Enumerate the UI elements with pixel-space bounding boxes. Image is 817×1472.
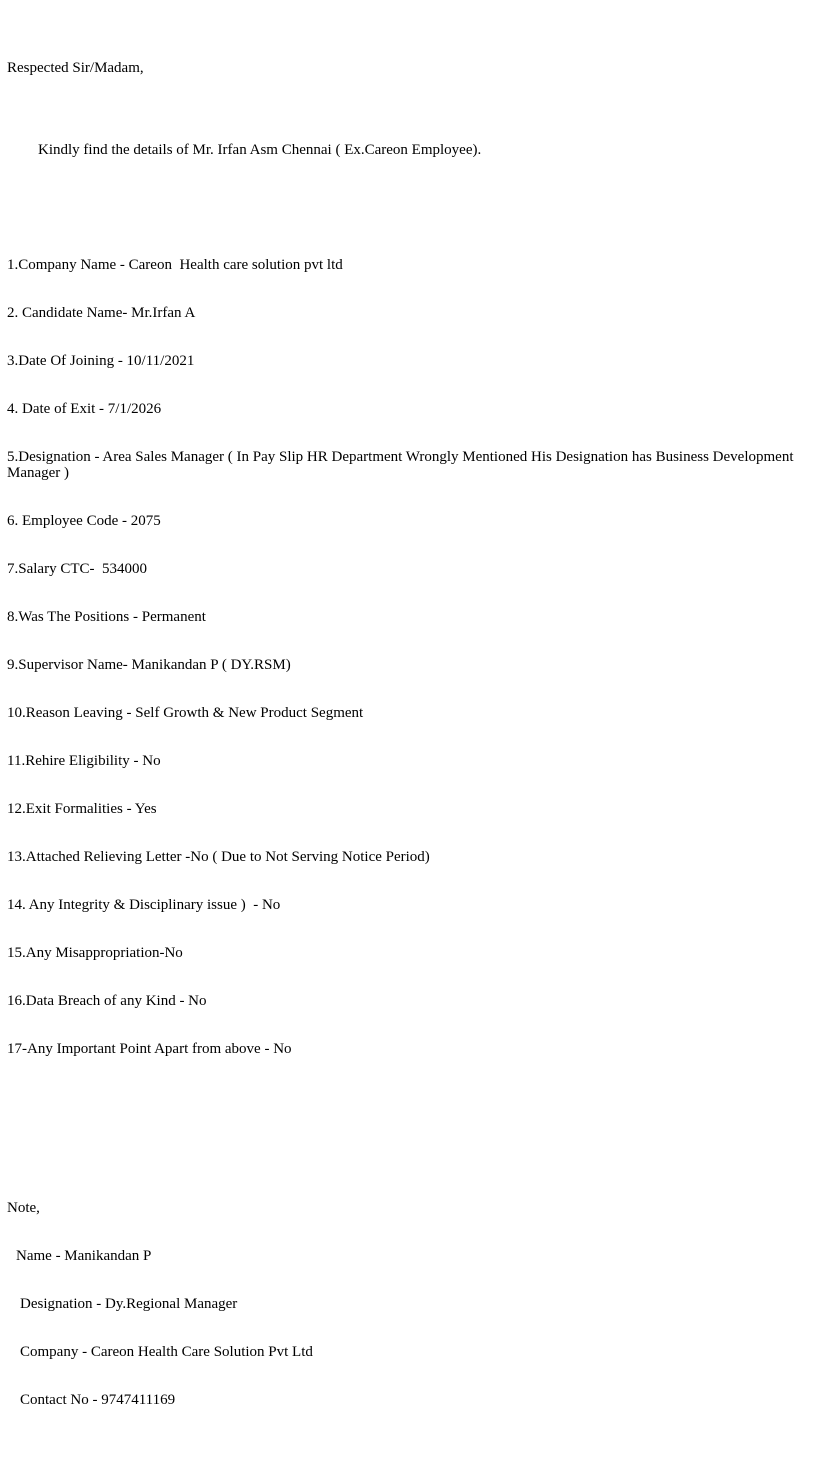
detail-line: 4. Date of Exit - 7/1/2026 <box>7 401 162 417</box>
intro-line: Kindly find the details of Mr. Irfan Asm Chennai ( Ex.Careon Employee). <box>38 142 482 158</box>
detail-line: 16.Data Breach of any Kind - No <box>7 993 207 1009</box>
note-name-line: Name - Manikandan P <box>16 1248 152 1264</box>
detail-line: 3.Date Of Joining - 10/11/2021 <box>7 353 195 369</box>
detail-line: 12.Exit Formalities - Yes <box>7 801 157 817</box>
details-list <box>7 225 809 1089</box>
detail-line: 7.Salary CTC- 534000 <box>7 561 147 577</box>
detail-line: 11.Rehire Eligibility - No <box>7 753 161 769</box>
detail-line: 1.Company Name - Careon Health care solution pvt ltd <box>7 257 343 273</box>
detail-line: 13.Attached Relieving Letter -No ( Due to Not Serving Notice Period) <box>7 849 430 865</box>
greeting-line: Respected Sir/Madam, <box>7 60 144 76</box>
detail-line: 6. Employee Code - 2075 <box>7 513 161 529</box>
detail-line: 15.Any Misappropriation-No <box>7 945 183 961</box>
detail-line: 17-Any Important Point Apart from above - No <box>7 1041 292 1057</box>
detail-line: 14. Any Integrity & Disciplinary issue ) - No <box>7 897 281 913</box>
detail-line: 2. Candidate Name- Mr.Irfan A <box>7 305 196 321</box>
detail-line: 5.Designation - Area Sales Manager ( In Pay Slip HR Department Wrongly Mentioned His Designation has Business Development Manager ) <box>7 449 798 481</box>
note-contact-line: Contact No - 9747411169 <box>20 1392 176 1408</box>
note-block <box>7 1168 809 1440</box>
detail-line: 9.Supervisor Name- Manikandan P ( DY.RSM) <box>7 657 291 673</box>
detail-line: 8.Was The Positions - Permanent <box>7 609 206 625</box>
detail-line: 10.Reason Leaving - Self Growth & New Product Segment <box>7 705 364 721</box>
note-designation-line: Designation - Dy.Regional Manager <box>20 1296 238 1312</box>
note-company-line: Company - Careon Health Care Solution Pvt Ltd <box>20 1344 313 1360</box>
note-title: Note, <box>7 1200 40 1216</box>
